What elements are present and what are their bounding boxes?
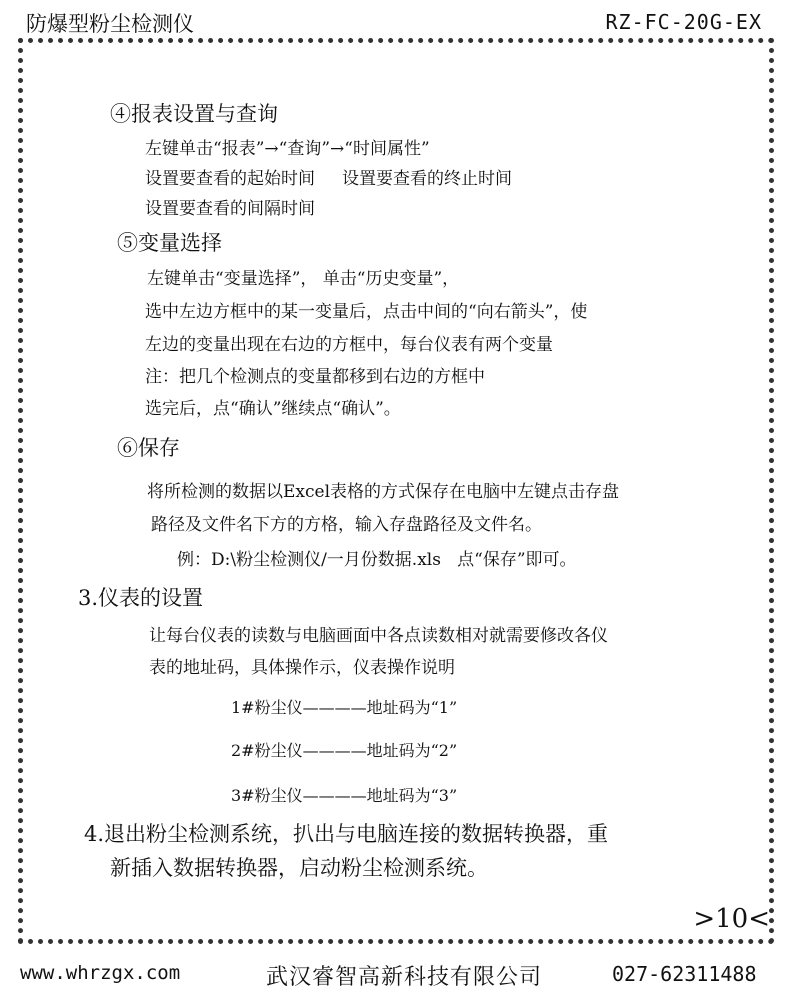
section-save-heading: ⑥保存 [117,436,180,460]
address-code-item: 2#粉尘仪————地址码为“2” [231,741,458,760]
page-number: >10< [693,904,770,934]
section-meter-line: 让每台仪表的读数与电脑画面中各点读数相对就需要修改各仪 [149,626,608,646]
footer-website: www.whrzgx.com [20,962,181,984]
section-report-line: 设置要查看的起始时间 设置要查看的终止时间 [145,169,513,189]
section-report-line: 左键单击“报表”→“查询”→“时间属性” [145,139,430,159]
section-report-line: 设置要查看的间隔时间 [145,199,315,219]
section-meter-line: 表的地址码，具体操作示，仪表操作说明 [149,658,455,678]
section-exit-line: 4.退出粉尘检测系统，扒出与电脑连接的数据转换器，重 [84,822,609,846]
footer-phone: 027-62311488 [612,962,757,986]
section-variable-heading: ⑤变量选择 [117,231,222,255]
section-save-example: 例：D:\粉尘检测仪/一月份数据.xls 点“保存”即可。 [177,550,577,570]
section-variable-line: 左边的变量出现在右边的方框中，每台仪表有两个变量 [145,335,553,355]
footer-company: 武汉睿智高新科技有限公司 [266,965,543,990]
section-report-heading: ④报表设置与查询 [110,102,278,126]
address-code-item: 1#粉尘仪————地址码为“1” [231,698,458,717]
model-number: RZ-FC-20G-EX [605,10,762,34]
document-title: 防爆型粉尘检测仪 [26,12,194,36]
section-variable-line: 选完后，点“确认”继续点“确认”。 [145,399,401,419]
section-meter-settings-heading: 3.仪表的设置 [78,586,204,610]
section-exit-line: 新插入数据转换器，启动粉尘检测系统。 [110,856,488,880]
address-code-item: 3#粉尘仪————地址码为“3” [231,786,458,805]
section-variable-line: 左键单击“变量选择”， 单击“历史变量”， [147,269,460,289]
section-save-line: 将所检测的数据以Excel表格的方式保存在电脑中左键点击存盘 [147,482,620,502]
section-variable-line: 注：把几个检测点的变量都移到右边的方框中 [145,367,485,387]
section-save-line: 路径及文件名下方的方格，输入存盘路径及文件名。 [151,515,542,535]
section-variable-line: 选中左边方框中的某一变量后，点击中间的“向右箭头”，使 [145,302,588,322]
